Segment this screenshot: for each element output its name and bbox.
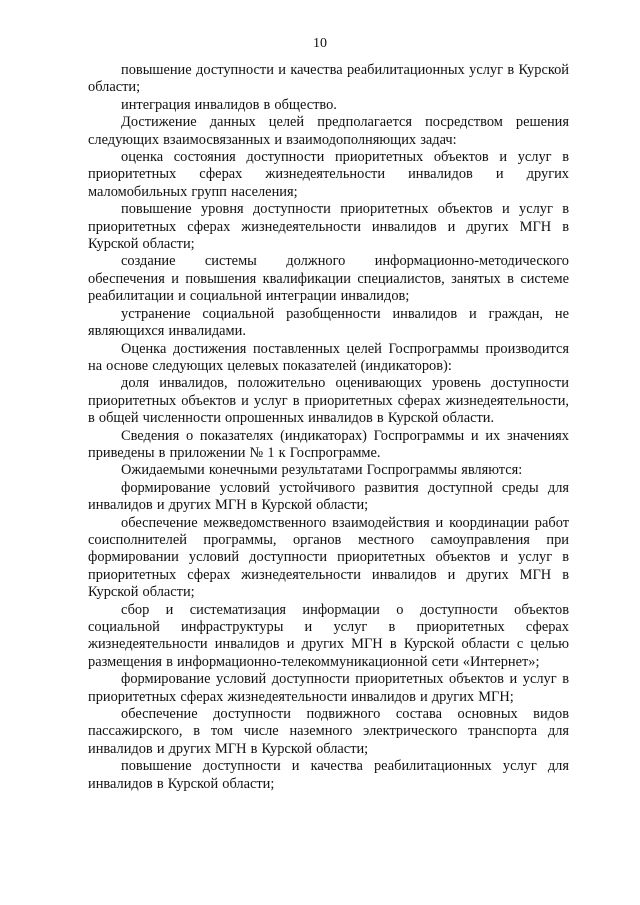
- paragraph: повышение уровня доступности приоритетных объектов и услуг в приоритетных сферах жизнедеятельности инвалидов и других МГН в Курской области;: [88, 201, 569, 253]
- paragraph: формирование условий устойчивого развития доступной среды для инвалидов и других МГН в Курской области;: [88, 479, 569, 514]
- paragraph: Ожидаемыми конечными результатами Госпрограммы являются:: [121, 462, 523, 479]
- paragraph: создание системы должного информационно-методического обеспечения и повышения квалификации специалистов, занятых в системе реабилитации и социальной интеграции инвалидов;: [88, 253, 569, 305]
- paragraph: сбор и систематизация информации о доступности объектов социальной инфраструктуры и услуг в приоритетных сферах жизнедеятельности инвалидов и других МГН в Курской области с целью размещения в информационно-телекоммуникационной сети «Интернет»;: [88, 601, 569, 670]
- paragraph: формирование условий доступности приоритетных объектов и услуг в приоритетных сферах жизнедеятельности инвалидов и других МГН;: [88, 671, 569, 705]
- page-number: 10: [313, 36, 327, 51]
- paragraph: обеспечение доступности подвижного состава основных видов пассажирского, в том числе наземного электрического транспорта для инвалидов и других МГН в Курской области;: [88, 706, 569, 757]
- paragraph: обеспечение межведомственного взаимодействия и координации работ соисполнителей программы, органов местного самоуправления при формировании условий доступности приоритетных объектов и услуг в приоритетных сферах жизнедеятельности инвалидов и других МГН в Курской области;: [88, 514, 569, 601]
- paragraph: доля инвалидов, положительно оценивающих уровень доступности приоритетных объектов и услуг в приоритетных сферах жизнедеятельности, в общей численности опрошенных инвалидов в Курской области.: [88, 375, 569, 427]
- paragraph: интеграция инвалидов в общество.: [121, 96, 337, 113]
- paragraph: Сведения о показателях (индикаторах) Госпрограммы и их значениях приведены в приложении № 1 к Госпрограмме.: [88, 427, 569, 461]
- paragraph: повышение доступности и качества реабилитационных услуг в Курской области;: [88, 62, 569, 96]
- paragraph: повышение доступности и качества реабилитационных услуг для инвалидов в Курской области;: [88, 758, 569, 792]
- paragraph: устранение социальной разобщенности инвалидов и граждан, не являющихся инвалидами.: [88, 305, 569, 340]
- paragraph: оценка состояния доступности приоритетных объектов и услуг в приоритетных сферах жизнедеятельности инвалидов и других маломобильных групп населения;: [88, 149, 569, 200]
- document-body: [88, 62, 569, 793]
- paragraph: Оценка достижения поставленных целей Госпрограммы производится на основе следующих целевых показателей (индикаторов):: [88, 340, 569, 374]
- paragraph: Достижение данных целей предполагается посредством решения следующих взаимосвязанных и взаимодополняющих задач:: [88, 114, 569, 148]
